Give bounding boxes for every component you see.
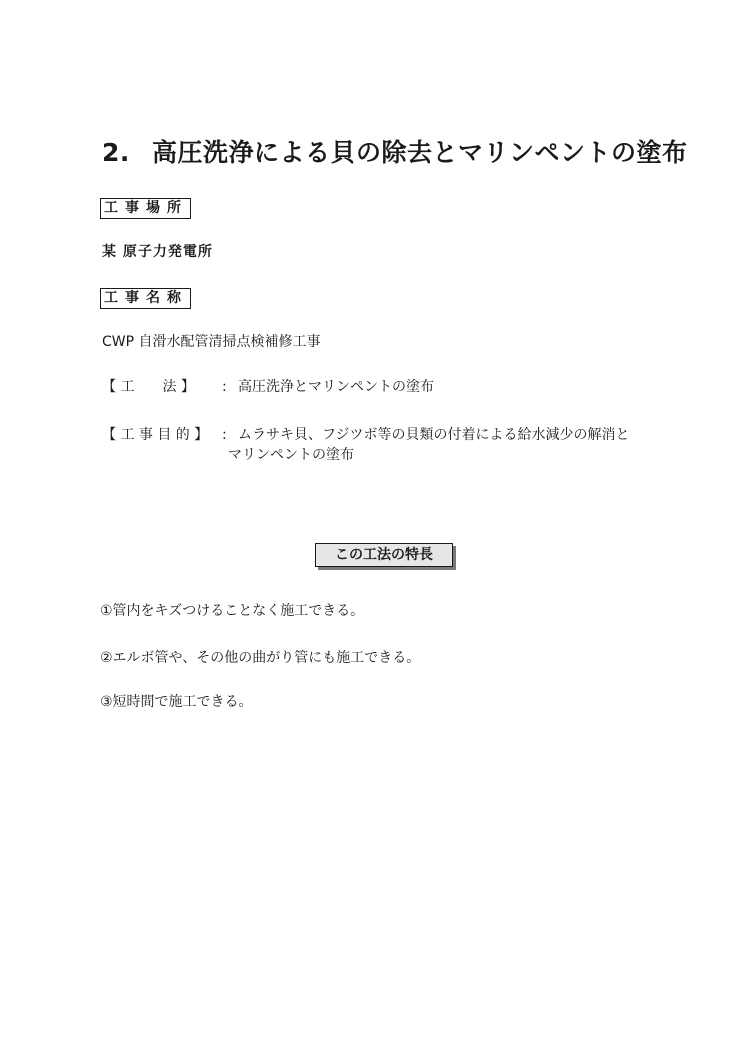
location-label: 工事場所: [100, 198, 191, 219]
title-number: 2.: [102, 138, 130, 167]
location-value: 某 原子力発電所: [102, 244, 213, 260]
project-name-label: 工事名称: [100, 288, 191, 309]
project-name-value: CWP 自滑水配管清掃点検補修工事: [102, 334, 321, 350]
purpose-value-line2: マリンペントの塗布: [228, 447, 354, 463]
purpose-key: 【 工 事 目 的 】: [102, 427, 209, 443]
purpose-row: [102, 426, 630, 463]
feature-item-1: ①管内をキズつけることなく施工できる。: [100, 603, 365, 619]
purpose-colon: :: [222, 427, 227, 443]
page-title: [102, 133, 688, 169]
title-text: 高圧洗浄による貝の除去とマリンペントの塗布: [152, 138, 688, 167]
method-colon: :: [222, 379, 227, 395]
method-row: [102, 378, 434, 396]
features-heading: この工法の特長: [315, 543, 453, 567]
method-value: 高圧洗浄とマリンペントの塗布: [238, 379, 434, 395]
feature-item-3: ③短時間で施工できる。: [100, 694, 253, 710]
feature-item-2: ②エルボ管や、その他の曲がり管にも施工できる。: [100, 650, 421, 666]
purpose-value-line1: ムラサキ貝、フジツボ等の貝類の付着による給水減少の解消と: [238, 427, 630, 443]
method-key: 【 工 法 】: [102, 379, 195, 395]
